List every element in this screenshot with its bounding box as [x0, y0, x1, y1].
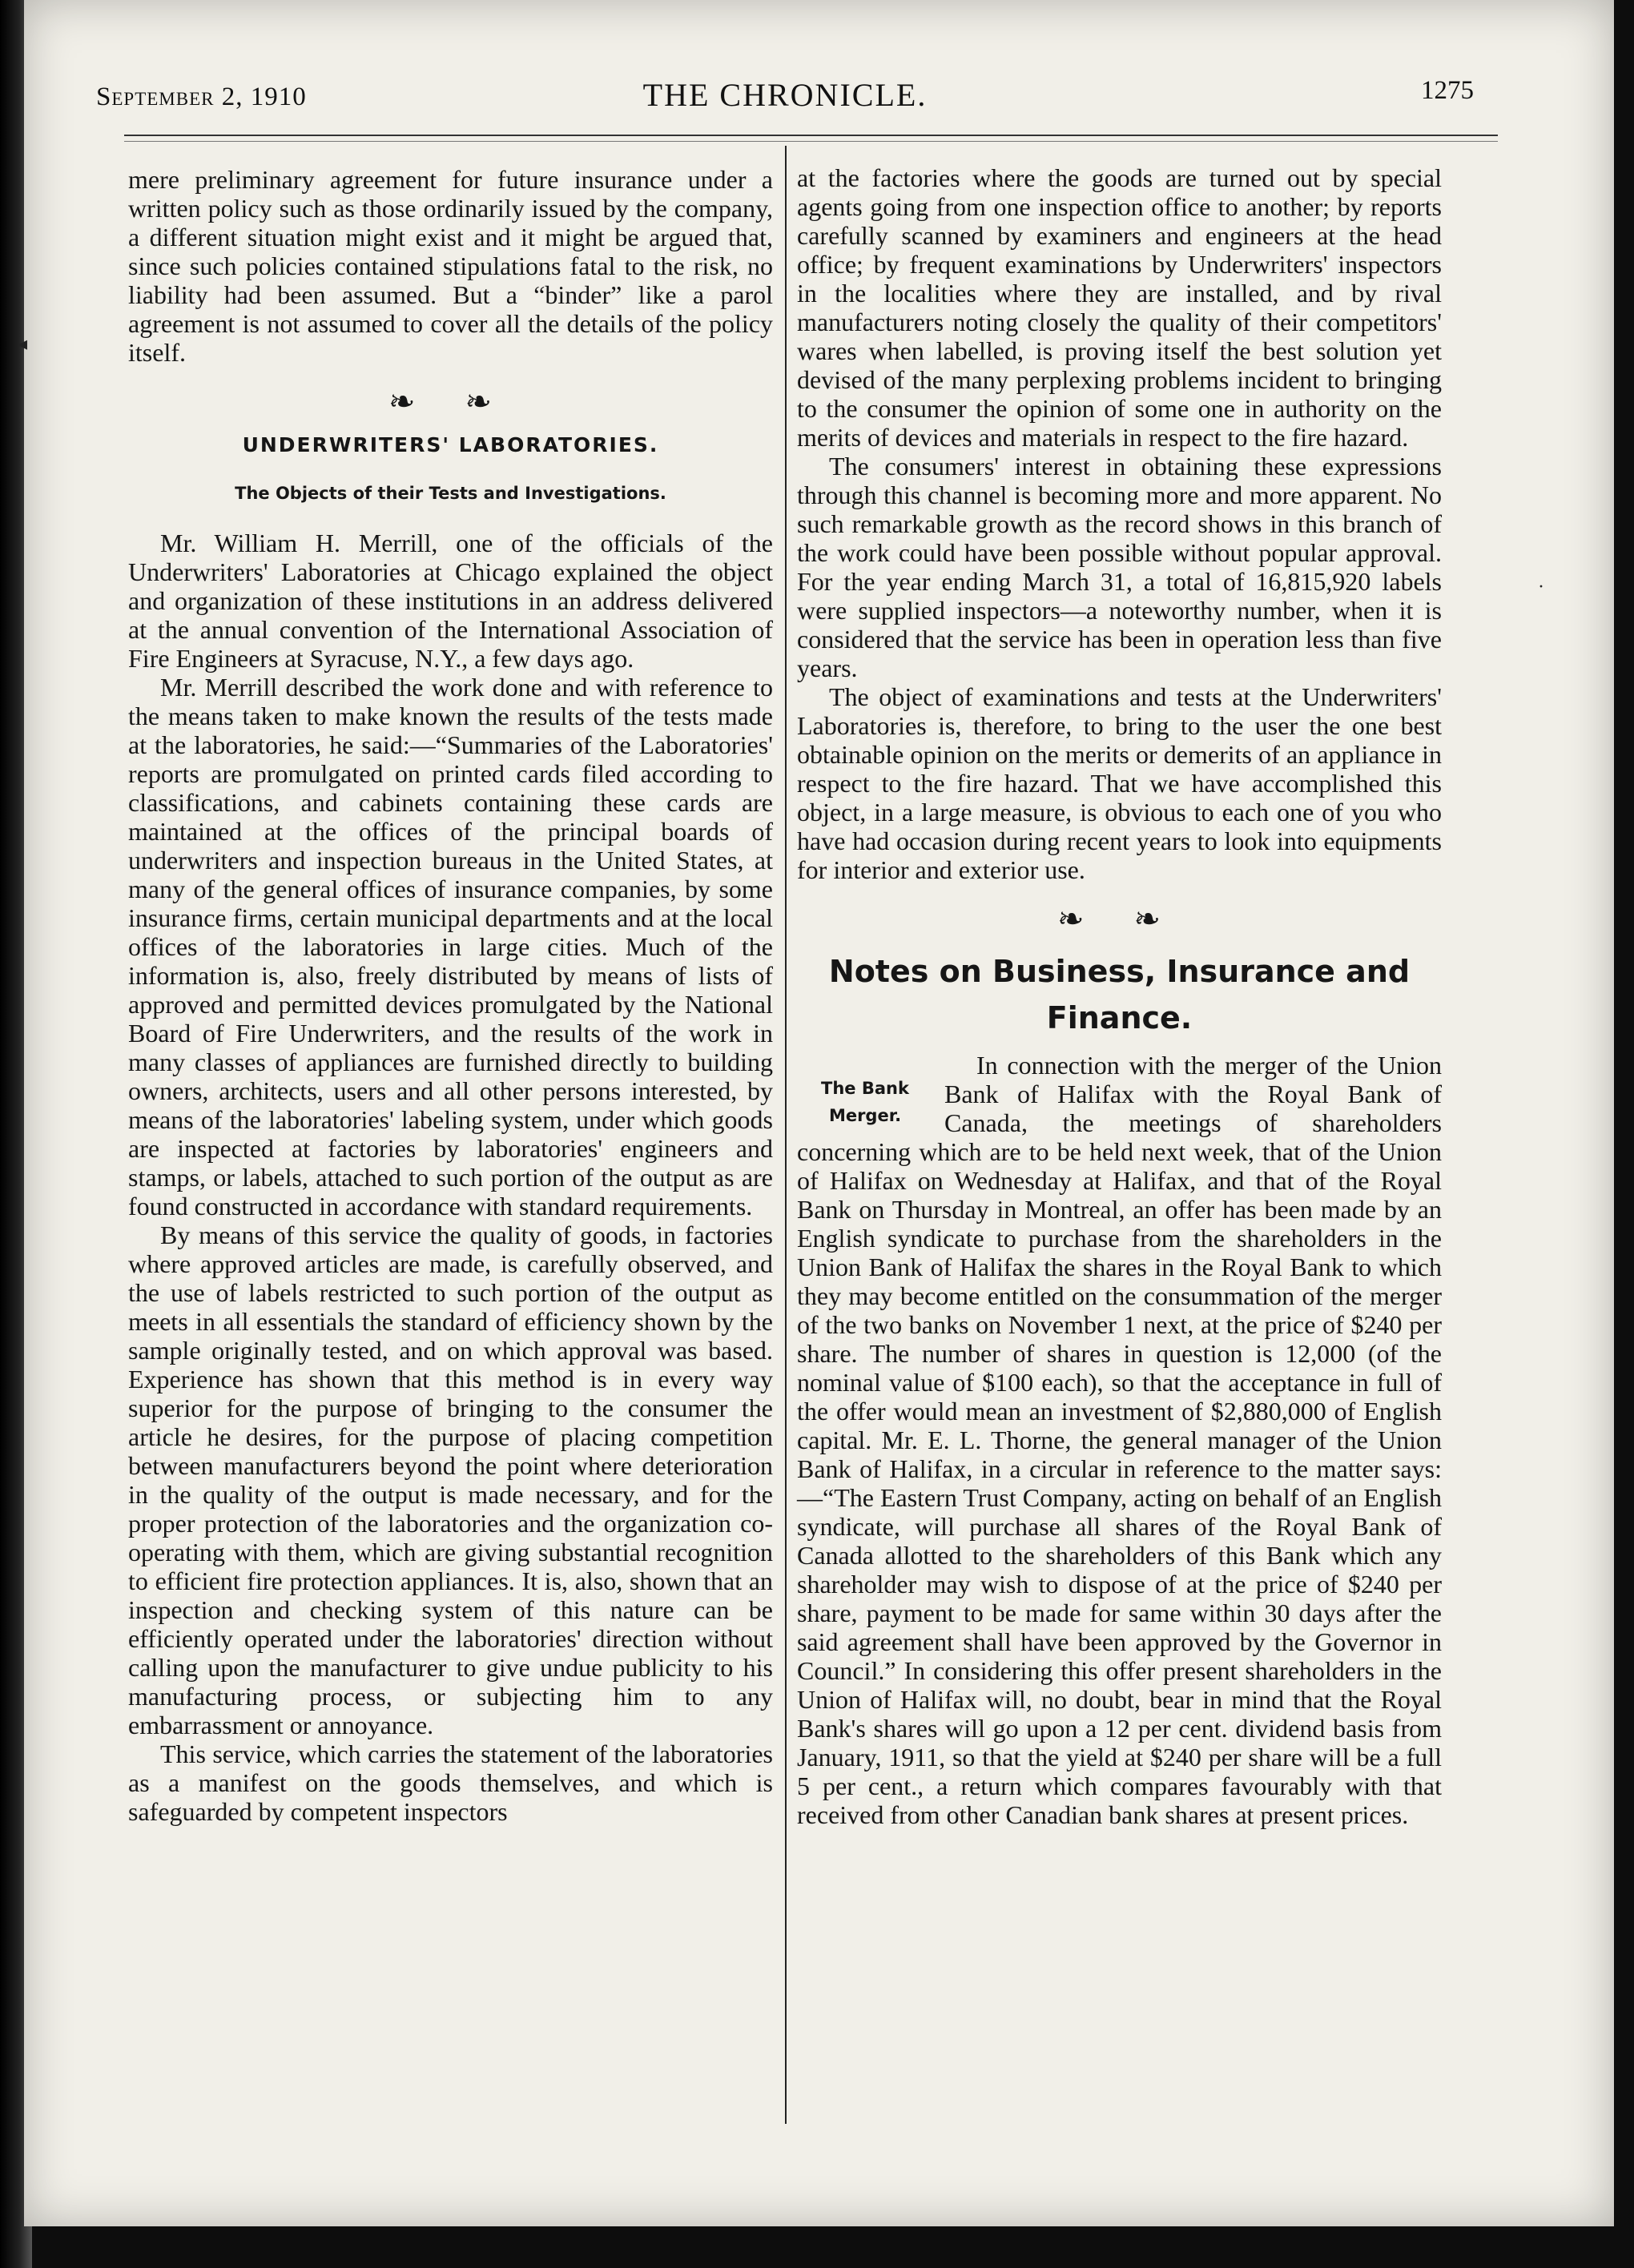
ornament-divider: ❧ ❧: [388, 384, 513, 420]
article-paragraph: Mr. Merrill described the work done and with reference to the means taken to make known the results of the tests made at the laboratories, he said:—“Summaries of the Laboratories' reports are promulgated on printed cards filed according to classifications, and cabinets containing these cards are maintained at the offices of the principal boards of underwriters and inspection bureaus in the United States, at many of the general offices of insurance companies, by some insurance firms, certain municipal departments and at the local offices of the laboratories in large cities. Much of the information is, also, freely distributed by means of lists of approved and permitted devices promulgated by the National Board of Fire Underwriters, and the results of the work in many classes of appliances are furnished directly to building owners, architects, users and all other persons interested, by means of the laboratories' labeling system, under which goods are inspected at factories by laboratories' engineers and stamps, or labels, attached to such portion of the output as are found constructed in accordance with standard requirements.: [128, 673, 773, 1220]
ornament-divider: ❧ ❧: [1056, 901, 1182, 937]
column-divider: [785, 146, 787, 2124]
header-rule-thin: [124, 141, 1498, 142]
header-rule: [124, 135, 1498, 136]
intro-paragraph: mere preliminary agreement for future insurance under a written policy such as those ordinarily issued by the company, a different situation might exist and it might be argued that, since such policies contained stipulations fatal to the risk, no liability had been assumed. But a “binder” like a parol agreement is not assumed to cover all the details of the policy itself.: [128, 165, 773, 367]
speck-mark: ·: [1538, 577, 1544, 597]
side-heading: The Bank Merger.: [821, 1079, 909, 1125]
article-paragraph: This service, which carries the statement of the laboratories as a manifest on the goods themselves, and which is safeguarded by competent inspectors: [128, 1739, 773, 1826]
header-date: September 2, 1910: [96, 82, 307, 111]
article-paragraph: The consumers' interest in obtaining these expressions through this channel is becoming more and more apparent. No such remarkable growth as the record shows in this branch of the work could have been possible without popular approval. For the year ending March 31, a total of 16,815,920 labels were supplied inspectors—a noteworthy number, when it is considered that the service has been in operation less than five years.: [797, 452, 1442, 682]
page-header: [96, 76, 1474, 124]
article-paragraph: In connection with the merger of the Union Bank of Halifax with the Royal Bank of Canada, the meetings of shareholders concerning which are to be held next week, that of the Union of Halifax on Wednesday at Halifax, and that of the Royal Bank on Thursday in Montreal, an offer has been made by an English syndicate to purchase from the shareholders in the Union Bank of Halifax the shares in the Royal Bank to which they may become entitled on the consummation of the merger of the two banks on November 1 next, at the price of $240 per share. The number of shares in question is 12,000 (of the nominal value of $100 each), so that the acceptance in full of the offer would mean an investment of $2,880,000 of English capital. Mr. E. L. Thorne, the general manager of the Union Bank of Halifax, in a circular in reference to the matter says:—“The Eastern Trust Company, acting on behalf of an English syndicate, will purchase all shares of the Royal Bank of Canada allotted to the shareholders of this Bank which any shareholder may wish to dispose of at the price of $240 per share, payment to be made for same within 30 days after the said agreement shall have been approved by the Governor in Council.” In considering this offer present shareholders in the Union of Halifax will, no doubt, bear in mind that the Royal Bank's shares will go upon a 12 per cent. dividend basis from January, 1911, so that the yield at $240 per share will be a full 5 per cent., a return which compares favourably with that received from other Canadian bank shares at present prices.: [797, 1051, 1442, 1829]
left-column: [128, 165, 773, 1826]
right-column: [797, 163, 1442, 1829]
page-number: 1275: [1421, 76, 1474, 105]
article-paragraph: The object of examinations and tests at the Underwriters' Laboratories is, therefore, to bring to the user the one best obtainable opinion on the merits or demerits of an appliance in respect to the fire hazard. That we have accomplished this object, in a large measure, is obvious to each one of you who have had occasion during recent years to look into equipments for interior and exterior use.: [797, 682, 1442, 884]
section-title: UNDERWRITERS' LABORATORIES.: [242, 433, 659, 456]
article-paragraph: at the factories where the goods are turned out by special agents going from one inspection office to another; by reports carefully scanned by examiners and engineers at the head office; by frequent examinations by Underwriters' inspectors in the localities where they are installed, and by rival manufacturers noting closely the quality of their competitors' wares when labelled, is proving itself the best solution yet devised of the many perplexing problems incident to bringing to the consumer the opinion of some one in authority on the merits of devices and materials in respect to the fire hazard.: [797, 163, 1442, 452]
article-paragraph: Mr. William H. Merrill, one of the officials of the Underwriters' Laboratories at Chicago explained the object and organization of these institutions in an address delivered at the annual convention of the International Association of Fire Engineers at Syracuse, N.Y., a few days ago.: [128, 529, 773, 673]
section-subtitle: The Objects of their Tests and Investigations.: [235, 484, 666, 503]
bank-merger-item: [797, 1051, 1442, 1829]
notes-section-title: Notes on Business, Insurance and Finance.: [828, 954, 1411, 1035]
article-paragraph: By means of this service the quality of goods, in factories where approved articles are made, is carefully observed, and the use of labels restricted to such portion of the output as meets in all essentials the standard of efficiency shown by the sample originally tested, and on which approval was based. Experience has shown that this method is in every way superior for the purpose of bringing to the consumer the article he desires, for the purpose of placing competition between manufacturers beyond the point where deterioration in the quality of the output is made necessary, and for the proper protection of the laboratories and the organization co-operating with them, which are giving substantial recognition to efficient fire protection appliances. It is, also, shown that an inspection and checking system of this nature can be efficiently operated under the laboratories' direction without calling upon the manufacturer to give undue publicity to his manufacturing process, or subjecting him to any embarrassment or annoyance.: [128, 1220, 773, 1739]
margin-mark: ◂: [18, 334, 28, 355]
publication-title: THE CHRONICLE.: [642, 77, 928, 113]
